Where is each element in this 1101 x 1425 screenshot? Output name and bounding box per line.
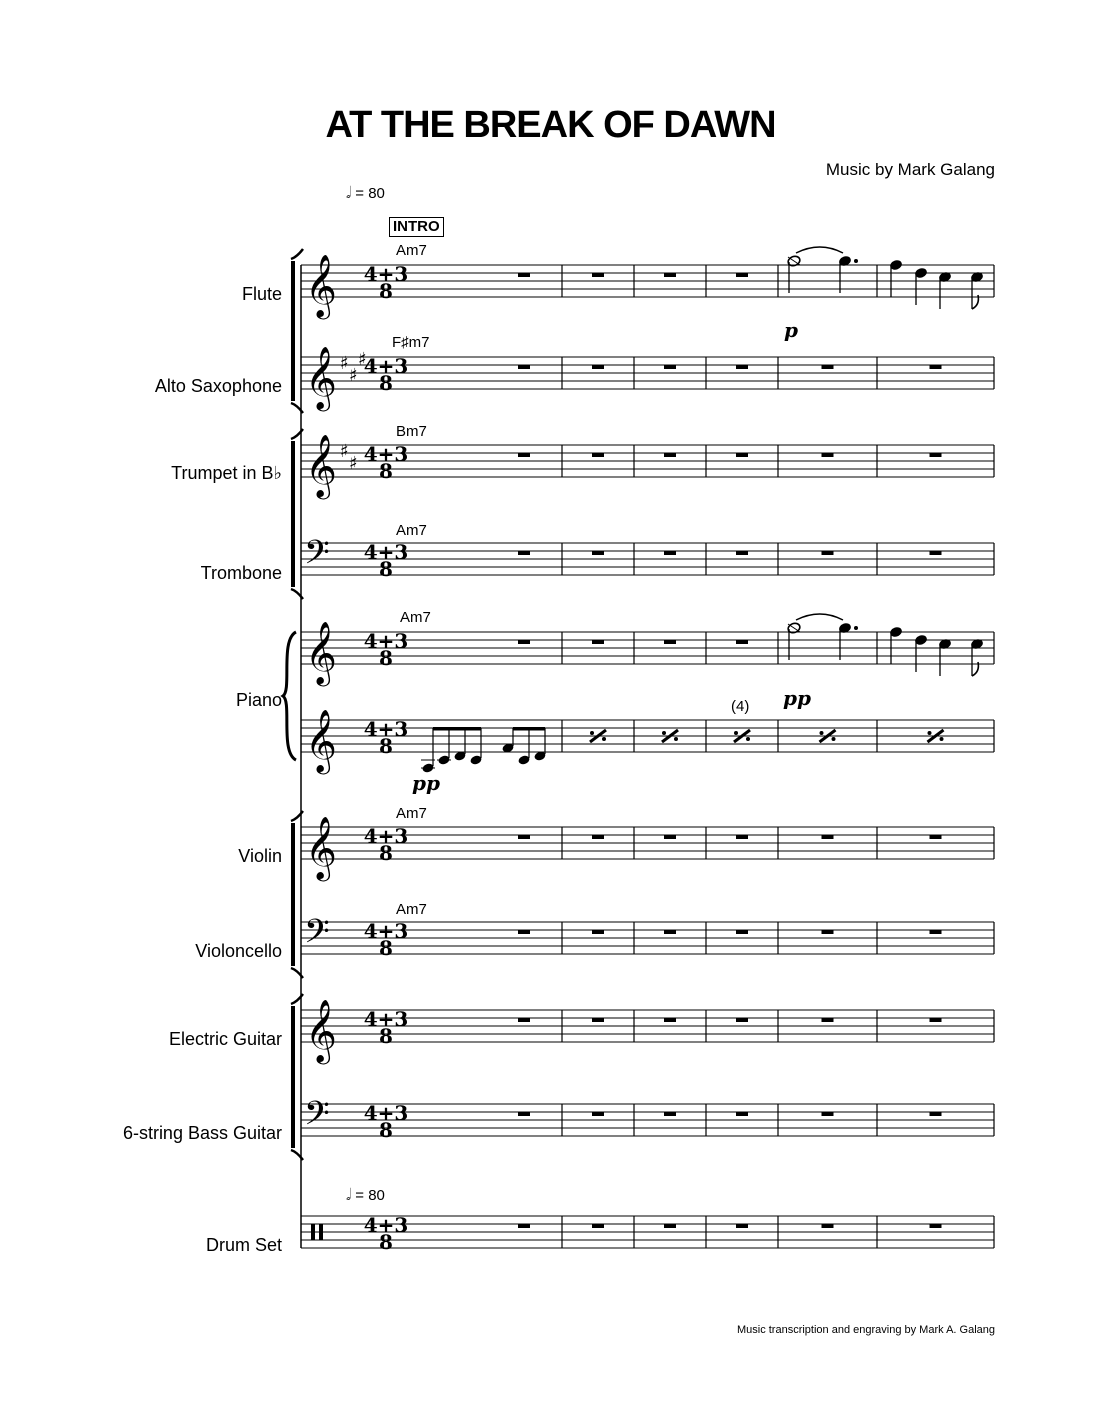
whole-rest-icon [592, 365, 604, 369]
piano-brace [283, 632, 296, 760]
chord-symbol-trumpet: Bm7 [396, 423, 427, 440]
whole-rest-icon [664, 1018, 676, 1022]
whole-rest-icon [664, 930, 676, 934]
instrument-name-trumpet: Trumpet in B♭ [171, 463, 282, 483]
whole-rest-icon [664, 453, 676, 457]
whole-rest-icon [736, 640, 748, 644]
instrument-name-electric-guitar: Electric Guitar [168, 1029, 282, 1049]
whole-rest-icon [930, 365, 942, 369]
whole-rest-icon [592, 640, 604, 644]
instrument-name-piano: Piano [235, 690, 282, 710]
composer-credit: Music by Mark Galang [825, 160, 995, 179]
whole-rest-icon [664, 1224, 676, 1228]
whole-rest-icon [664, 273, 676, 277]
chord-symbol-piano: Am7 [400, 609, 431, 626]
time-signature-bottom: 8 [379, 1118, 393, 1142]
time-signature-top: 4+3 [363, 262, 409, 286]
sharp-icon: ♯ [358, 349, 367, 370]
time-signature-bottom: 8 [379, 371, 393, 395]
beam [513, 727, 545, 731]
whole-rest-icon [518, 640, 530, 644]
whole-rest-icon [518, 1224, 530, 1228]
tempo-marking-drums: 𝅗𝅥 = 80 [346, 1187, 385, 1204]
whole-rest-icon [592, 835, 604, 839]
time-signature-top: 4+3 [363, 354, 409, 378]
whole-rest-icon [592, 1224, 604, 1228]
instrument-name-trombone: Trombone [200, 563, 282, 583]
percussion-clef-icon [311, 1224, 315, 1240]
tie-icon [796, 247, 843, 253]
bass-clef-icon: 𝄢 [304, 534, 330, 580]
half-note-icon: 𝅗𝅥 [346, 185, 352, 202]
whole-rest-icon [664, 640, 676, 644]
whole-rest-icon [664, 551, 676, 555]
score-title: AT THE BREAK OF DAWN [325, 104, 776, 146]
sharp-icon: ♯ [349, 453, 358, 474]
whole-rest-icon [930, 930, 942, 934]
time-signature-bottom: 8 [379, 734, 393, 758]
treble-clef-icon: 𝄞 [305, 709, 337, 772]
time-signature-bottom: 8 [379, 936, 393, 960]
instrument-name-alto-sax: Alto Saxophone [154, 376, 282, 396]
instrument-name-flute: Flute [241, 284, 282, 304]
sharp-icon: ♯ [340, 353, 349, 374]
treble-clef-icon: 𝄞 [305, 999, 337, 1062]
whole-rest-icon [664, 835, 676, 839]
repeat-dot [928, 731, 932, 735]
chord-symbol-alto-sax: F♯m7 [392, 334, 430, 351]
whole-rest-icon [736, 365, 748, 369]
time-signature-bottom: 8 [379, 1230, 393, 1254]
chord-symbol-violin: Am7 [396, 805, 427, 822]
time-signature-top: 4+3 [363, 1101, 409, 1125]
half-note-icon: 𝅗𝅥 [346, 1187, 352, 1204]
whole-rest-icon [822, 1224, 834, 1228]
whole-rest-icon [592, 453, 604, 457]
time-signature-top: 4+3 [363, 717, 409, 741]
whole-rest-icon [736, 1112, 748, 1116]
bracket-woodwinds-top-hook [291, 249, 303, 259]
treble-clef-icon: 𝄞 [305, 346, 337, 409]
repeat-dot [662, 731, 666, 735]
whole-rest-icon [930, 1224, 942, 1228]
time-signature-top: 4+3 [363, 1007, 409, 1031]
augmentation-dot [854, 626, 858, 630]
tempo-marking: 𝅗𝅥 = 80 [346, 185, 385, 202]
bass-clef-icon: 𝄢 [304, 913, 330, 959]
whole-rest-icon [518, 835, 530, 839]
time-signature-bottom: 8 [379, 557, 393, 581]
whole-rest-icon [822, 1112, 834, 1116]
whole-rest-icon [822, 453, 834, 457]
repeat-dot [820, 731, 824, 735]
whole-rest-icon [518, 930, 530, 934]
time-signature-top: 4+3 [363, 540, 409, 564]
treble-clef-icon: 𝄞 [305, 621, 337, 684]
time-signature-bottom: 8 [379, 459, 393, 483]
chord-symbol-trombone: Am7 [396, 522, 427, 539]
whole-rest-icon [930, 551, 942, 555]
whole-rest-icon [930, 1112, 942, 1116]
instrument-name-drum-set: Drum Set [205, 1235, 282, 1255]
chord-symbol-cello: Am7 [396, 901, 427, 918]
whole-rest-icon [736, 1018, 748, 1022]
sharp-icon: ♯ [340, 441, 349, 462]
whole-rest-icon [822, 551, 834, 555]
time-signature-bottom: 8 [379, 841, 393, 865]
whole-rest-icon [592, 551, 604, 555]
dynamic-piano-lh: pp [412, 771, 440, 795]
whole-rest-icon [736, 930, 748, 934]
repeat-dot [602, 737, 606, 741]
repeat-dot [590, 731, 594, 735]
whole-rest-icon [592, 1018, 604, 1022]
treble-clef-icon: 𝄞 [305, 254, 337, 317]
whole-rest-icon [518, 1018, 530, 1022]
whole-rest-icon [518, 273, 530, 277]
engraving-credit: Music transcription and engraving by Mark A. Galang [736, 1324, 995, 1336]
time-signature-top: 4+3 [363, 824, 409, 848]
time-signature-bottom: 8 [379, 646, 393, 670]
measure-count-mark: (4) [731, 698, 750, 715]
whole-rest-icon [518, 551, 530, 555]
rehearsal-mark: INTRO [389, 217, 444, 237]
repeat-dot [940, 737, 944, 741]
time-signature-bottom: 8 [379, 1024, 393, 1048]
bass-clef-icon: 𝄢 [304, 1095, 330, 1141]
augmentation-dot [854, 259, 858, 263]
dynamic-flute: p [784, 318, 798, 342]
time-signature-top: 4+3 [363, 629, 409, 653]
chord-symbol-flute: Am7 [396, 242, 427, 259]
whole-rest-icon [518, 453, 530, 457]
whole-rest-icon [822, 1018, 834, 1022]
beam [433, 727, 481, 731]
whole-rest-icon [518, 365, 530, 369]
repeat-dot [674, 737, 678, 741]
ledger-line [788, 624, 800, 632]
whole-rest-icon [592, 273, 604, 277]
repeat-dot [746, 737, 750, 741]
whole-rest-icon [930, 835, 942, 839]
whole-rest-icon [592, 930, 604, 934]
time-signature-bottom: 8 [379, 279, 393, 303]
repeat-dot [734, 731, 738, 735]
treble-clef-icon: 𝄞 [305, 434, 337, 497]
dynamic-piano-rh: pp [783, 686, 811, 710]
time-signature-top: 4+3 [363, 442, 409, 466]
instrument-name-violin: Violin [238, 846, 282, 866]
whole-rest-icon [930, 1018, 942, 1022]
whole-rest-icon [736, 273, 748, 277]
whole-rest-icon [822, 365, 834, 369]
instrument-name-cello: Violoncello [195, 941, 282, 961]
whole-rest-icon [822, 835, 834, 839]
time-signature-top: 4+3 [363, 919, 409, 943]
instrument-name-bass-guitar: 6-string Bass Guitar [122, 1123, 282, 1143]
whole-rest-icon [518, 1112, 530, 1116]
tie-icon [796, 614, 843, 620]
whole-rest-icon [736, 453, 748, 457]
whole-rest-icon [736, 835, 748, 839]
whole-rest-icon [822, 930, 834, 934]
whole-rest-icon [664, 1112, 676, 1116]
whole-rest-icon [930, 453, 942, 457]
repeat-dot [832, 737, 836, 741]
whole-rest-icon [664, 365, 676, 369]
whole-rest-icon [592, 1112, 604, 1116]
whole-rest-icon [736, 1224, 748, 1228]
whole-rest-icon [736, 551, 748, 555]
percussion-clef-icon [319, 1224, 323, 1240]
time-signature-top: 4+3 [363, 1213, 409, 1237]
treble-clef-icon: 𝄞 [305, 816, 337, 879]
sharp-icon: ♯ [349, 365, 358, 386]
ledger-line [788, 257, 800, 265]
